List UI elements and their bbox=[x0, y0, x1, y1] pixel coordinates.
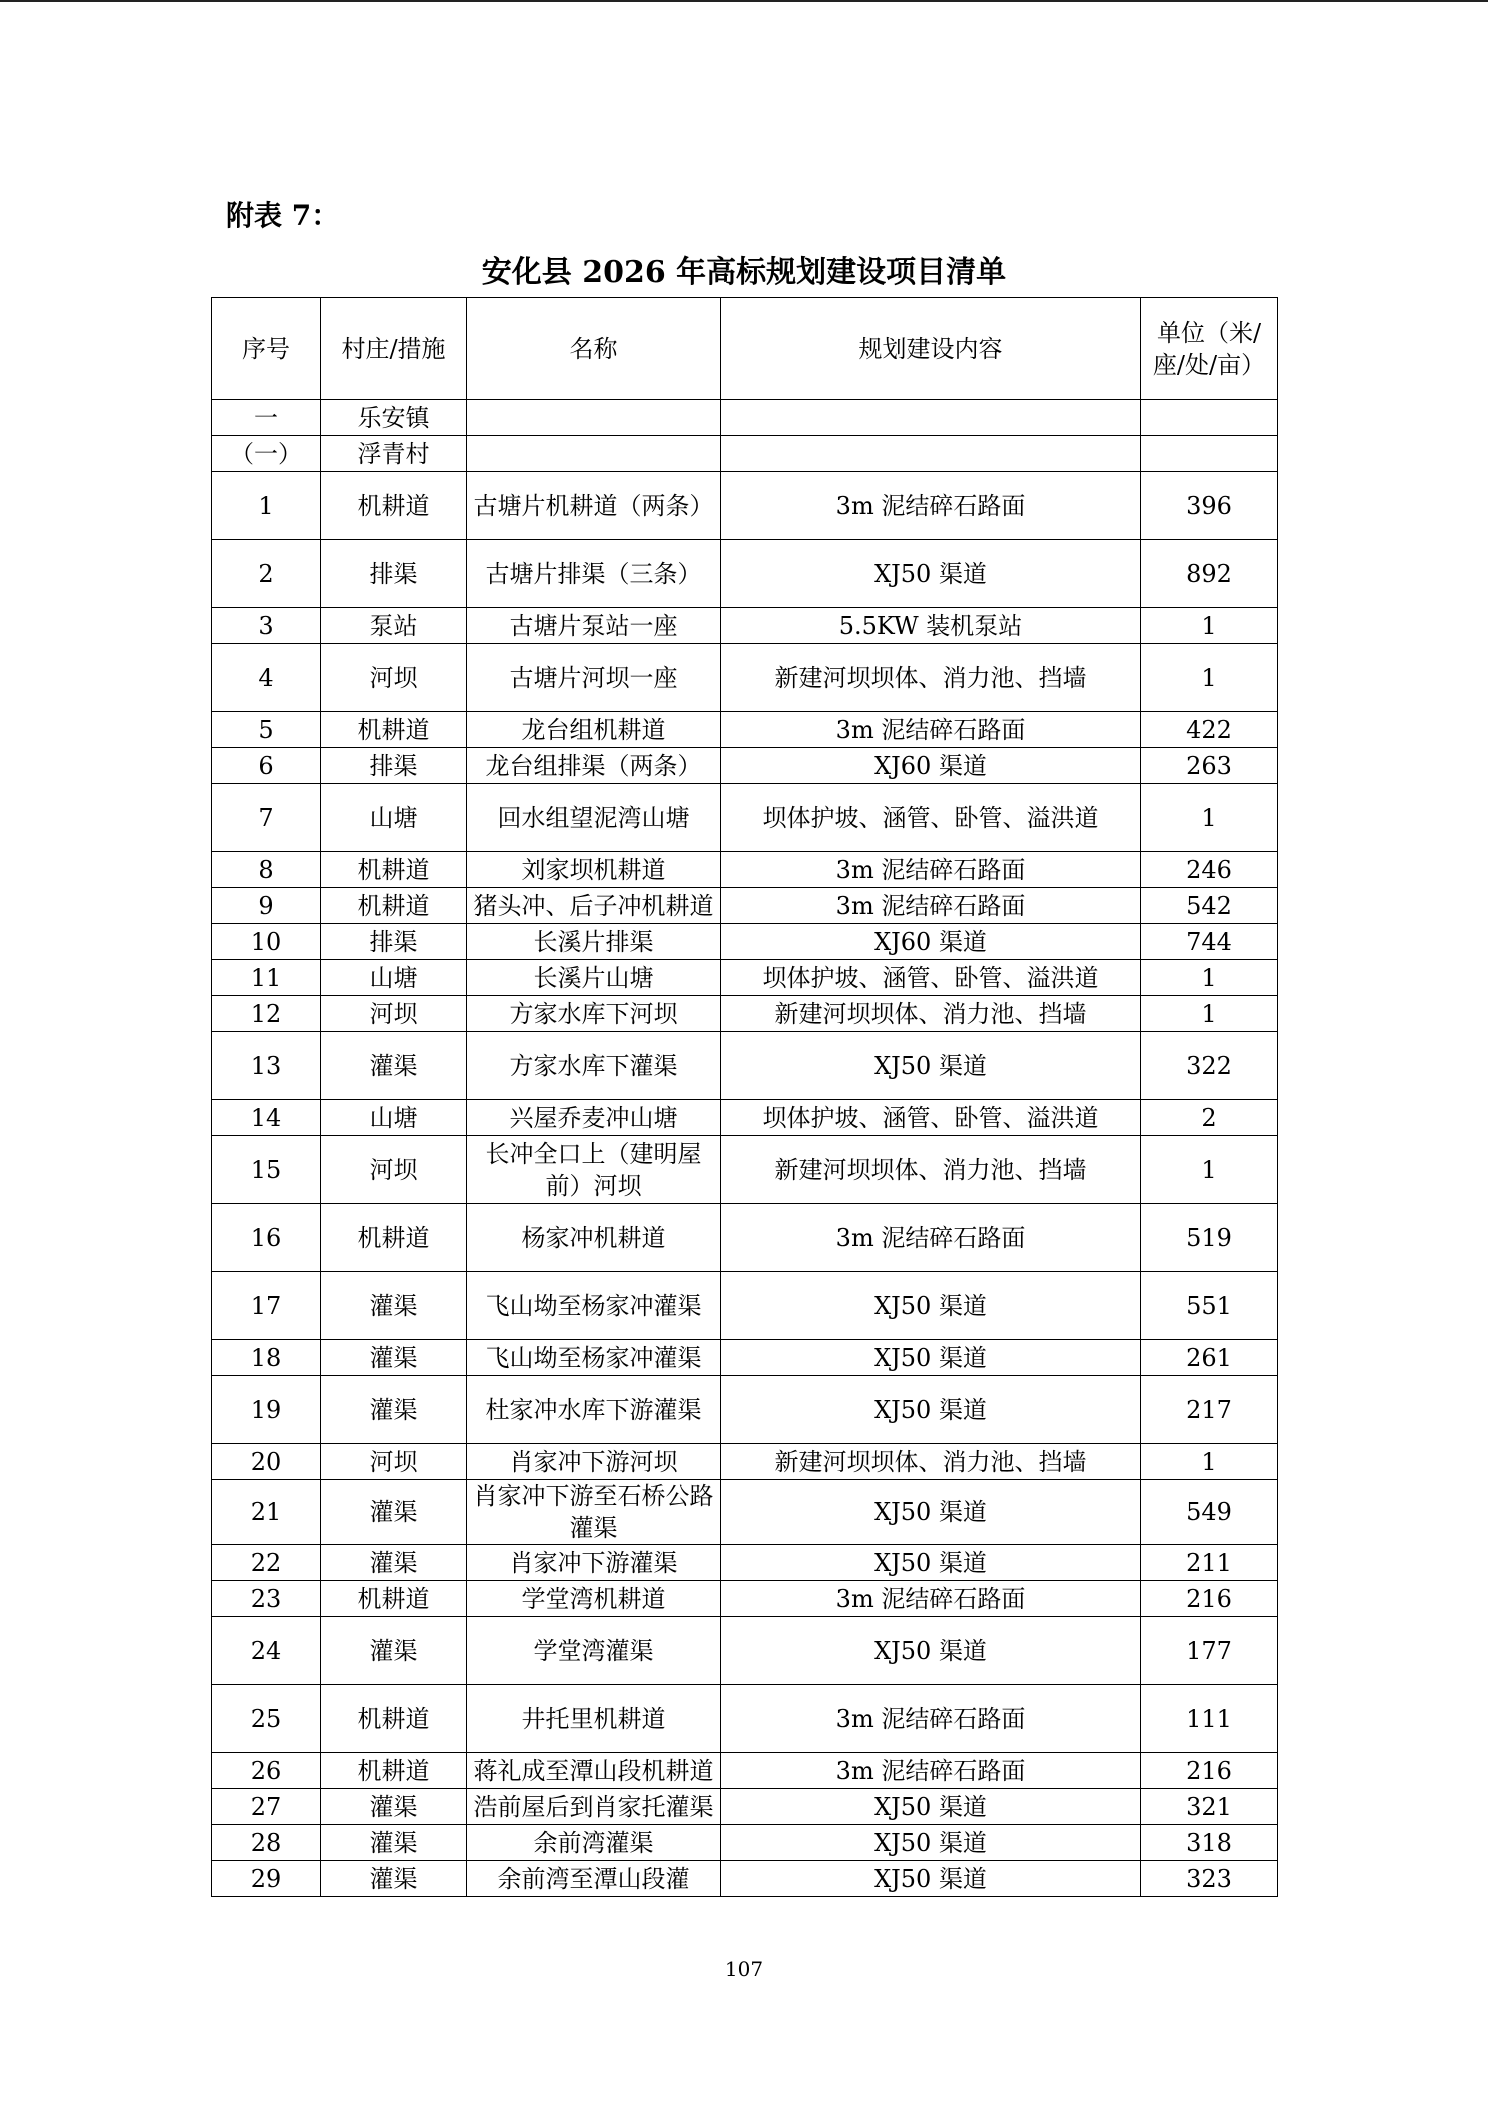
cell-village-measure: 浮青村 bbox=[321, 436, 467, 472]
table-row bbox=[212, 924, 1278, 960]
cell-seq: 13 bbox=[212, 1032, 321, 1100]
table-row bbox=[212, 644, 1278, 712]
cell-name bbox=[467, 400, 721, 436]
cell-unit: 892 bbox=[1141, 540, 1278, 608]
table-row bbox=[212, 1480, 1278, 1545]
cell-unit: 321 bbox=[1141, 1789, 1278, 1825]
cell-unit: 1 bbox=[1141, 784, 1278, 852]
cell-village-measure: 机耕道 bbox=[321, 1204, 467, 1272]
cell-village-measure: 灌渠 bbox=[321, 1825, 467, 1861]
cell-content: 3m 泥结碎石路面 bbox=[721, 1204, 1141, 1272]
table-row bbox=[212, 1032, 1278, 1100]
cell-unit: 1 bbox=[1141, 1136, 1278, 1204]
cell-name: 长冲全口上（建明屋前）河坝 bbox=[467, 1136, 721, 1204]
cell-content: 3m 泥结碎石路面 bbox=[721, 1753, 1141, 1789]
cell-name: 龙台组排渠（两条） bbox=[467, 748, 721, 784]
cell-name: 余前湾至潭山段灌 bbox=[467, 1861, 721, 1897]
cell-name: 古塘片机耕道（两条） bbox=[467, 472, 721, 540]
cell-content: 新建河坝坝体、消力池、挡墙 bbox=[721, 1136, 1141, 1204]
table-row bbox=[212, 1100, 1278, 1136]
table-row bbox=[212, 400, 1278, 436]
cell-name: 古塘片泵站一座 bbox=[467, 608, 721, 644]
table-row bbox=[212, 608, 1278, 644]
cell-village-measure: 机耕道 bbox=[321, 1753, 467, 1789]
cell-name: 杜家冲水库下游灌渠 bbox=[467, 1376, 721, 1444]
cell-seq: （一） bbox=[212, 436, 321, 472]
cell-unit: 1 bbox=[1141, 608, 1278, 644]
cell-name: 余前湾灌渠 bbox=[467, 1825, 721, 1861]
cell-content: XJ50 渠道 bbox=[721, 540, 1141, 608]
cell-content: XJ50 渠道 bbox=[721, 1825, 1141, 1861]
table-header-row bbox=[212, 298, 1278, 400]
cell-village-measure: 机耕道 bbox=[321, 888, 467, 924]
cell-content: 坝体护坡、涵管、卧管、溢洪道 bbox=[721, 1100, 1141, 1136]
table-row bbox=[212, 1617, 1278, 1685]
cell-content: XJ50 渠道 bbox=[721, 1480, 1141, 1545]
cell-content: 新建河坝坝体、消力池、挡墙 bbox=[721, 996, 1141, 1032]
table-row bbox=[212, 960, 1278, 996]
cell-name: 长溪片山塘 bbox=[467, 960, 721, 996]
table-row bbox=[212, 1376, 1278, 1444]
cell-seq: 11 bbox=[212, 960, 321, 996]
cell-content: 3m 泥结碎石路面 bbox=[721, 712, 1141, 748]
cell-seq: 24 bbox=[212, 1617, 321, 1685]
cell-seq: 17 bbox=[212, 1272, 321, 1340]
header-village-measure: 村庄/措施 bbox=[321, 298, 467, 400]
cell-seq: 7 bbox=[212, 784, 321, 852]
cell-unit: 2 bbox=[1141, 1100, 1278, 1136]
cell-seq: 27 bbox=[212, 1789, 321, 1825]
cell-seq: 2 bbox=[212, 540, 321, 608]
cell-content: XJ50 渠道 bbox=[721, 1272, 1141, 1340]
cell-unit: 111 bbox=[1141, 1685, 1278, 1753]
table-row bbox=[212, 472, 1278, 540]
cell-village-measure: 排渠 bbox=[321, 748, 467, 784]
header-unit: 单位（米/座/处/亩） bbox=[1141, 298, 1278, 400]
cell-content: XJ50 渠道 bbox=[721, 1861, 1141, 1897]
cell-name: 飞山坳至杨家冲灌渠 bbox=[467, 1340, 721, 1376]
cell-seq: 5 bbox=[212, 712, 321, 748]
header-name: 名称 bbox=[467, 298, 721, 400]
cell-unit: 323 bbox=[1141, 1861, 1278, 1897]
cell-unit: 549 bbox=[1141, 1480, 1278, 1545]
cell-content: XJ50 渠道 bbox=[721, 1032, 1141, 1100]
table-row bbox=[212, 436, 1278, 472]
cell-unit: 177 bbox=[1141, 1617, 1278, 1685]
cell-unit: 263 bbox=[1141, 748, 1278, 784]
cell-name: 学堂湾机耕道 bbox=[467, 1581, 721, 1617]
cell-village-measure: 灌渠 bbox=[321, 1272, 467, 1340]
cell-content: 新建河坝坝体、消力池、挡墙 bbox=[721, 1444, 1141, 1480]
cell-content: 3m 泥结碎石路面 bbox=[721, 472, 1141, 540]
cell-village-measure: 灌渠 bbox=[321, 1861, 467, 1897]
table-row bbox=[212, 540, 1278, 608]
table-row bbox=[212, 852, 1278, 888]
cell-content: XJ60 渠道 bbox=[721, 748, 1141, 784]
cell-village-measure: 泵站 bbox=[321, 608, 467, 644]
cell-seq: 12 bbox=[212, 996, 321, 1032]
cell-village-measure: 排渠 bbox=[321, 540, 467, 608]
header-content: 规划建设内容 bbox=[721, 298, 1141, 400]
cell-seq: 26 bbox=[212, 1753, 321, 1789]
cell-content bbox=[721, 436, 1141, 472]
cell-content: 坝体护坡、涵管、卧管、溢洪道 bbox=[721, 784, 1141, 852]
cell-content: 3m 泥结碎石路面 bbox=[721, 852, 1141, 888]
cell-village-measure: 机耕道 bbox=[321, 472, 467, 540]
cell-seq: 28 bbox=[212, 1825, 321, 1861]
page-top-border bbox=[0, 0, 1488, 2]
table-row bbox=[212, 1753, 1278, 1789]
cell-name: 刘家坝机耕道 bbox=[467, 852, 721, 888]
cell-seq: 14 bbox=[212, 1100, 321, 1136]
cell-content: 3m 泥结碎石路面 bbox=[721, 1581, 1141, 1617]
cell-unit: 542 bbox=[1141, 888, 1278, 924]
table-row bbox=[212, 748, 1278, 784]
cell-content: XJ50 渠道 bbox=[721, 1617, 1141, 1685]
cell-seq: 1 bbox=[212, 472, 321, 540]
table-body bbox=[212, 400, 1278, 1897]
cell-seq: 一 bbox=[212, 400, 321, 436]
cell-village-measure: 灌渠 bbox=[321, 1545, 467, 1581]
cell-village-measure: 灌渠 bbox=[321, 1480, 467, 1545]
cell-seq: 8 bbox=[212, 852, 321, 888]
table-row bbox=[212, 1861, 1278, 1897]
cell-unit: 1 bbox=[1141, 1444, 1278, 1480]
cell-name: 方家水库下河坝 bbox=[467, 996, 721, 1032]
table-row bbox=[212, 712, 1278, 748]
cell-name: 肖家冲下游至石桥公路灌渠 bbox=[467, 1480, 721, 1545]
cell-content bbox=[721, 400, 1141, 436]
cell-name: 蒋礼成至潭山段机耕道 bbox=[467, 1753, 721, 1789]
cell-village-measure: 山塘 bbox=[321, 960, 467, 996]
cell-name: 古塘片排渠（三条） bbox=[467, 540, 721, 608]
cell-name: 浩前屋后到肖家托灌渠 bbox=[467, 1789, 721, 1825]
cell-village-measure: 灌渠 bbox=[321, 1032, 467, 1100]
cell-name: 杨家冲机耕道 bbox=[467, 1204, 721, 1272]
cell-unit bbox=[1141, 436, 1278, 472]
cell-unit: 216 bbox=[1141, 1581, 1278, 1617]
cell-unit: 1 bbox=[1141, 960, 1278, 996]
header-seq: 序号 bbox=[212, 298, 321, 400]
cell-name: 古塘片河坝一座 bbox=[467, 644, 721, 712]
cell-seq: 10 bbox=[212, 924, 321, 960]
cell-village-measure: 机耕道 bbox=[321, 1581, 467, 1617]
appendix-label: 附表 7： bbox=[226, 199, 340, 232]
cell-seq: 23 bbox=[212, 1581, 321, 1617]
cell-unit: 396 bbox=[1141, 472, 1278, 540]
cell-seq: 21 bbox=[212, 1480, 321, 1545]
cell-village-measure: 排渠 bbox=[321, 924, 467, 960]
table-row bbox=[212, 1685, 1278, 1753]
cell-seq: 25 bbox=[212, 1685, 321, 1753]
cell-unit: 261 bbox=[1141, 1340, 1278, 1376]
cell-seq: 15 bbox=[212, 1136, 321, 1204]
table-row bbox=[212, 996, 1278, 1032]
cell-unit: 211 bbox=[1141, 1545, 1278, 1581]
cell-seq: 29 bbox=[212, 1861, 321, 1897]
cell-village-measure: 机耕道 bbox=[321, 852, 467, 888]
cell-name: 井托里机耕道 bbox=[467, 1685, 721, 1753]
cell-unit: 519 bbox=[1141, 1204, 1278, 1272]
document-title: 安化县 2026 年高标规划建设项目清单 bbox=[481, 255, 1007, 290]
cell-name bbox=[467, 436, 721, 472]
table-row bbox=[212, 1204, 1278, 1272]
cell-content: 新建河坝坝体、消力池、挡墙 bbox=[721, 644, 1141, 712]
cell-village-measure: 机耕道 bbox=[321, 1685, 467, 1753]
cell-village-measure: 机耕道 bbox=[321, 712, 467, 748]
table-row bbox=[212, 1545, 1278, 1581]
cell-content: 坝体护坡、涵管、卧管、溢洪道 bbox=[721, 960, 1141, 996]
cell-village-measure: 乐安镇 bbox=[321, 400, 467, 436]
table-row bbox=[212, 1789, 1278, 1825]
table-row bbox=[212, 1444, 1278, 1480]
cell-unit: 1 bbox=[1141, 644, 1278, 712]
table-row bbox=[212, 1581, 1278, 1617]
cell-village-measure: 灌渠 bbox=[321, 1617, 467, 1685]
cell-seq: 18 bbox=[212, 1340, 321, 1376]
table-row bbox=[212, 1825, 1278, 1861]
table-row bbox=[212, 784, 1278, 852]
cell-unit: 318 bbox=[1141, 1825, 1278, 1861]
cell-seq: 22 bbox=[212, 1545, 321, 1581]
cell-name: 回水组望泥湾山塘 bbox=[467, 784, 721, 852]
cell-unit: 246 bbox=[1141, 852, 1278, 888]
cell-name: 长溪片排渠 bbox=[467, 924, 721, 960]
page-number: 107 bbox=[724, 1957, 764, 1981]
cell-name: 肖家冲下游灌渠 bbox=[467, 1545, 721, 1581]
cell-content: XJ50 渠道 bbox=[721, 1789, 1141, 1825]
cell-unit: 216 bbox=[1141, 1753, 1278, 1789]
cell-seq: 16 bbox=[212, 1204, 321, 1272]
cell-seq: 19 bbox=[212, 1376, 321, 1444]
cell-village-measure: 河坝 bbox=[321, 644, 467, 712]
table-row bbox=[212, 888, 1278, 924]
cell-seq: 4 bbox=[212, 644, 321, 712]
cell-unit: 1 bbox=[1141, 996, 1278, 1032]
cell-seq: 20 bbox=[212, 1444, 321, 1480]
cell-unit: 217 bbox=[1141, 1376, 1278, 1444]
cell-content: 3m 泥结碎石路面 bbox=[721, 1685, 1141, 1753]
cell-content: 3m 泥结碎石路面 bbox=[721, 888, 1141, 924]
cell-content: 5.5KW 装机泵站 bbox=[721, 608, 1141, 644]
cell-content: XJ50 渠道 bbox=[721, 1340, 1141, 1376]
cell-name: 兴屋乔麦冲山塘 bbox=[467, 1100, 721, 1136]
cell-unit bbox=[1141, 400, 1278, 436]
project-list-table bbox=[211, 297, 1278, 1897]
cell-name: 肖家冲下游河坝 bbox=[467, 1444, 721, 1480]
table-row bbox=[212, 1136, 1278, 1204]
cell-name: 学堂湾灌渠 bbox=[467, 1617, 721, 1685]
cell-village-measure: 灌渠 bbox=[321, 1789, 467, 1825]
cell-content: XJ50 渠道 bbox=[721, 1376, 1141, 1444]
cell-village-measure: 灌渠 bbox=[321, 1340, 467, 1376]
cell-unit: 744 bbox=[1141, 924, 1278, 960]
cell-content: XJ60 渠道 bbox=[721, 924, 1141, 960]
table-row bbox=[212, 1272, 1278, 1340]
cell-village-measure: 灌渠 bbox=[321, 1376, 467, 1444]
cell-name: 龙台组机耕道 bbox=[467, 712, 721, 748]
cell-village-measure: 河坝 bbox=[321, 1136, 467, 1204]
cell-name: 飞山坳至杨家冲灌渠 bbox=[467, 1272, 721, 1340]
table-row bbox=[212, 1340, 1278, 1376]
cell-unit: 322 bbox=[1141, 1032, 1278, 1100]
cell-seq: 9 bbox=[212, 888, 321, 924]
cell-content: XJ50 渠道 bbox=[721, 1545, 1141, 1581]
cell-unit: 551 bbox=[1141, 1272, 1278, 1340]
cell-village-measure: 山塘 bbox=[321, 1100, 467, 1136]
cell-unit: 422 bbox=[1141, 712, 1278, 748]
cell-seq: 3 bbox=[212, 608, 321, 644]
cell-village-measure: 河坝 bbox=[321, 1444, 467, 1480]
cell-name: 方家水库下灌渠 bbox=[467, 1032, 721, 1100]
cell-seq: 6 bbox=[212, 748, 321, 784]
cell-name: 猪头冲、后子冲机耕道 bbox=[467, 888, 721, 924]
cell-village-measure: 山塘 bbox=[321, 784, 467, 852]
cell-village-measure: 河坝 bbox=[321, 996, 467, 1032]
